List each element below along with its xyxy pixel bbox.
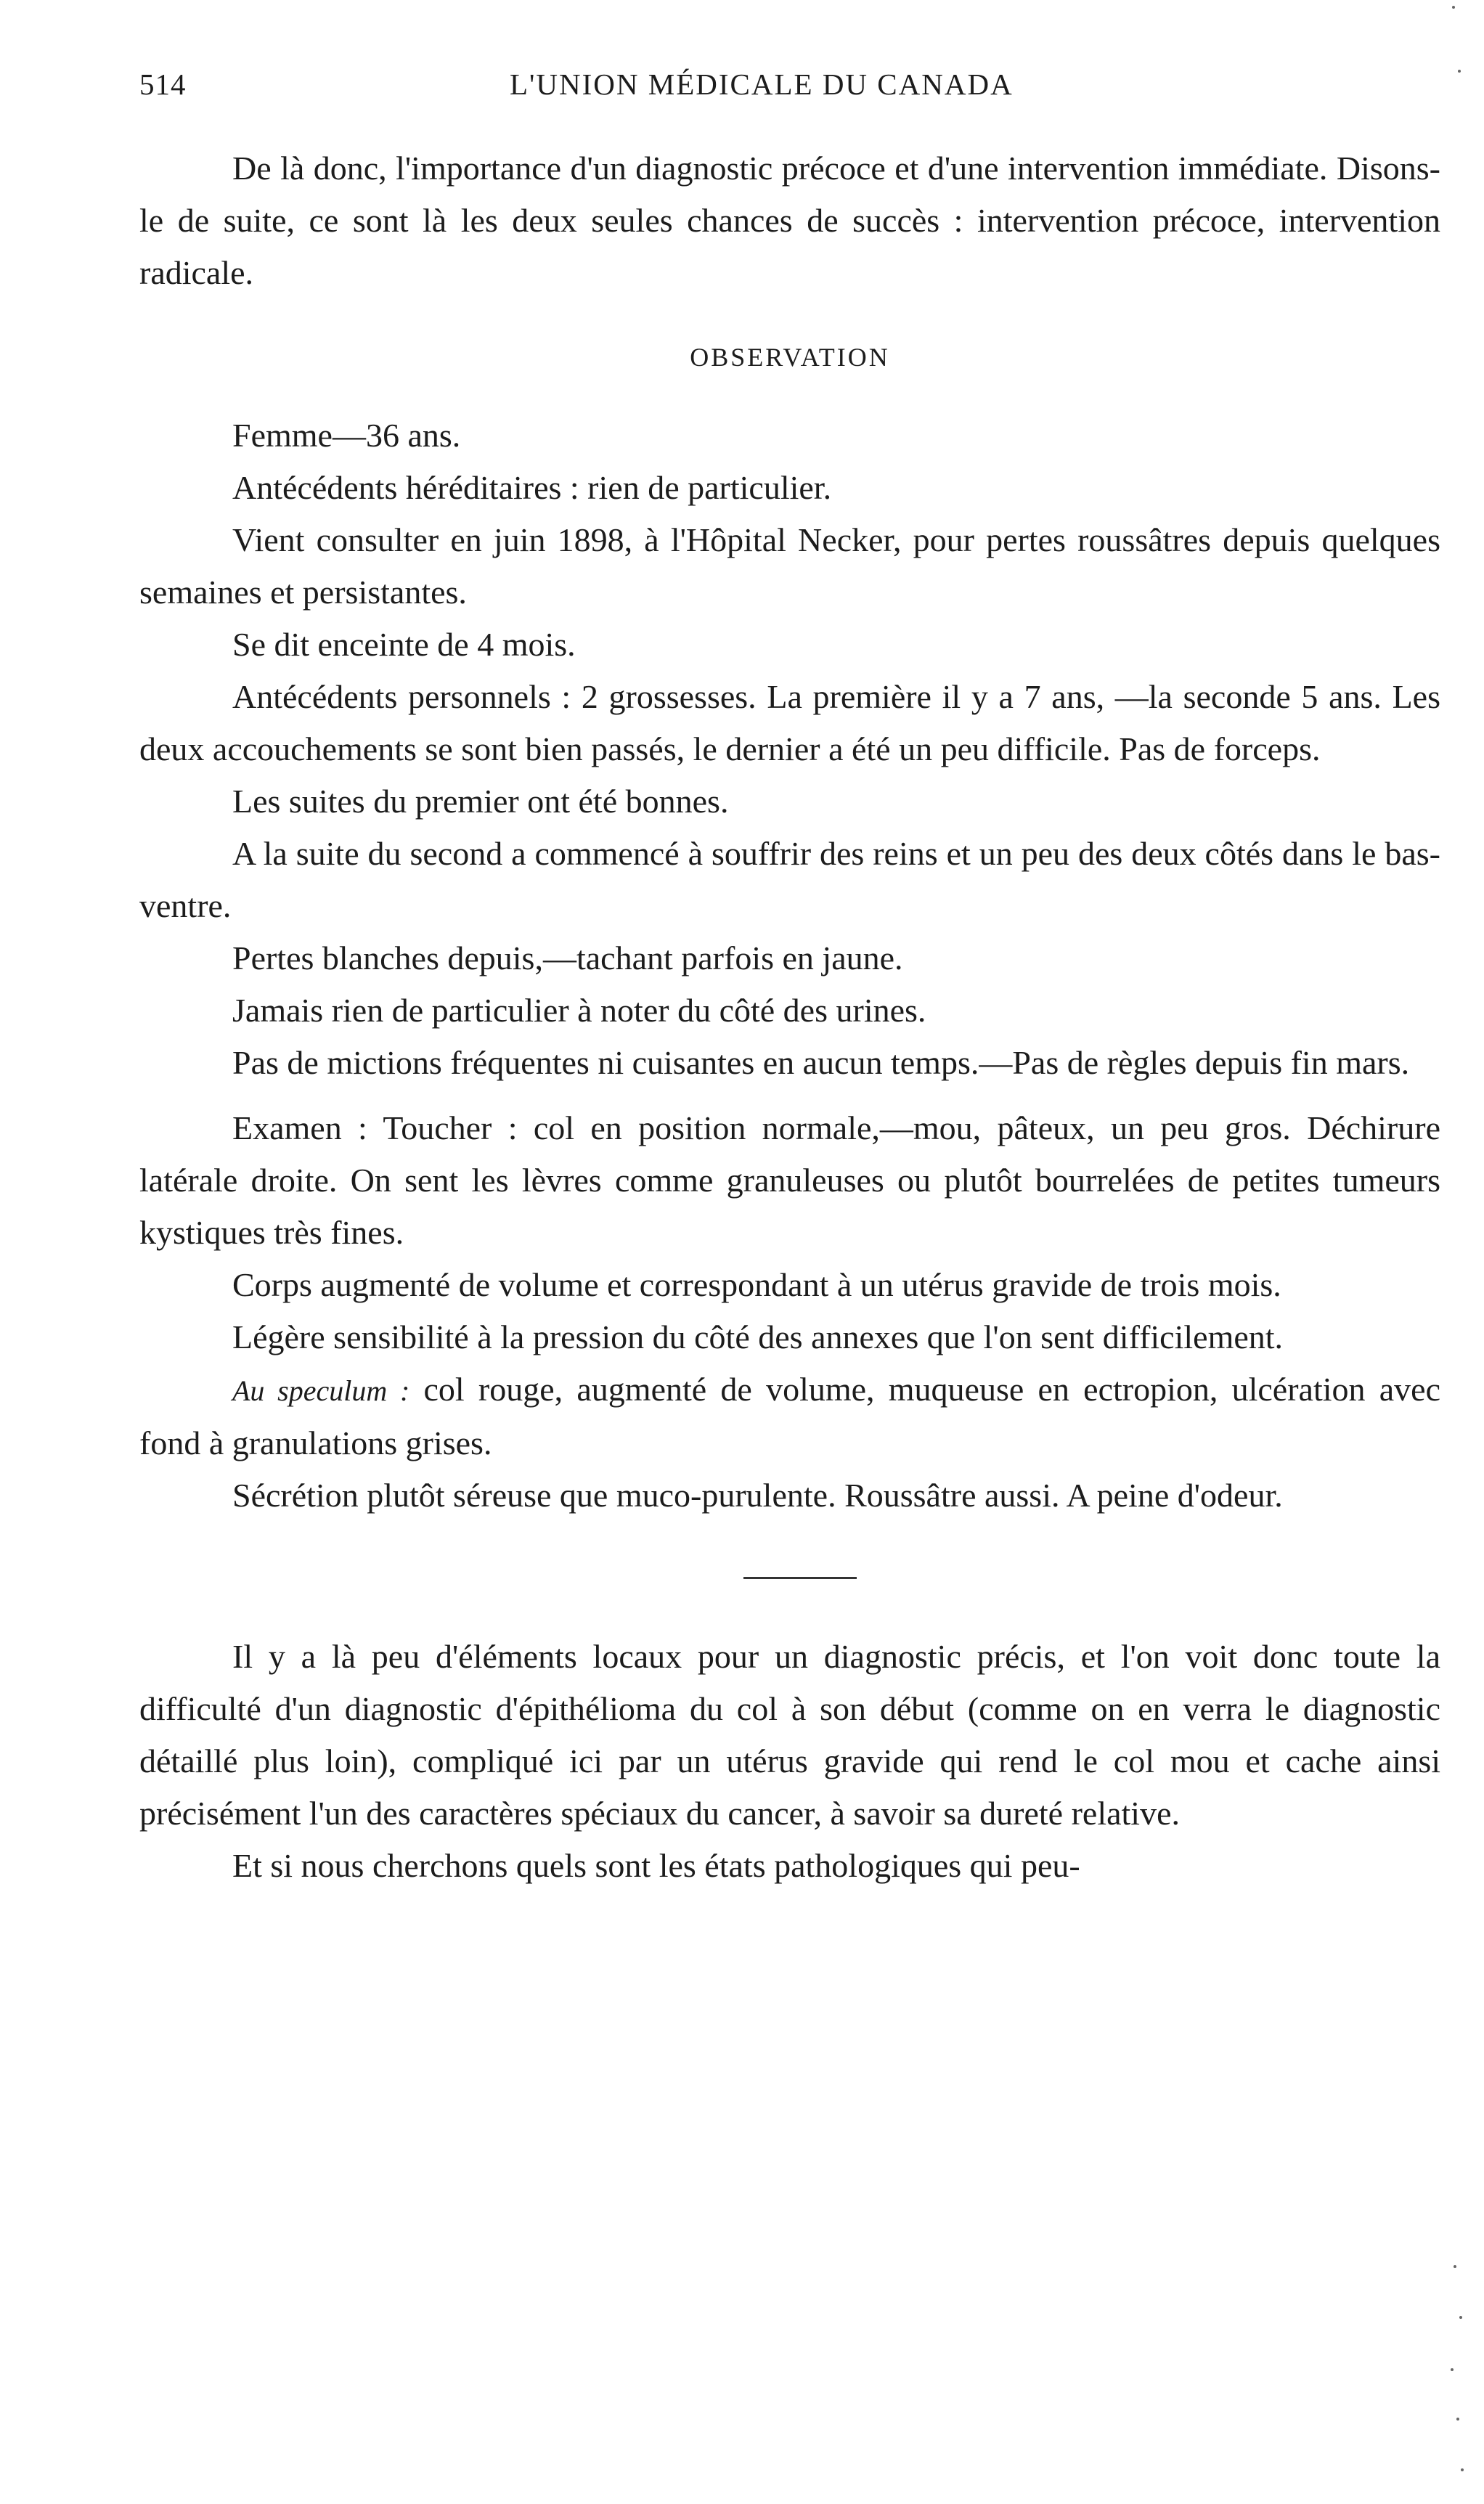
- paragraph: A la suite du second a commencé à souffrir des reins et un peu des deux côtés dans le bas-ventre.: [139, 835, 1440, 924]
- paragraph: Antécédents héréditaires : rien de particulier.: [232, 469, 832, 506]
- scan-margin-specks: [1445, 0, 1474, 2504]
- paragraph: De là donc, l'importance d'un diagnostic précoce et d'une intervention immédiate. Disons-le de suite, ce sont là les deux seules chances de succès : intervention précoce, intervention radicale.: [139, 150, 1440, 291]
- paragraph: Légère sensibilité à la pression du côté des annexes que l'on sent difficilement.: [232, 1318, 1284, 1355]
- paragraph: Vient consulter en juin 1898, à l'Hôpital Necker, pour pertes roussâtres depuis quelques semaines et persistantes.: [139, 521, 1440, 611]
- running-head: [139, 67, 1455, 110]
- body-text: [139, 142, 1440, 1892]
- paragraph: Et si nous cherchons quels sont les états pathologiques qui peu-: [232, 1847, 1080, 1884]
- paragraph: Jamais rien de particulier à noter du côté des urines.: [232, 992, 926, 1029]
- paragraph: Femme—36 ans.: [232, 417, 461, 454]
- paragraph: Pertes blanches depuis,—tachant parfois en jaune.: [232, 939, 903, 976]
- paragraph: Il y a là peu d'éléments locaux pour un diagnostic précis, et l'on voit donc toute la difficulté d'un diagnostic d'épithélioma du col à son début (comme on en verra le diagnostic détaillé plus loin), compliqué ici par un utérus gravide qui rend le col mou et cache ainsi précisément l'un des caractères spéciaux du cancer, à savoir sa dureté relative.: [139, 1638, 1440, 1832]
- section-heading: OBSERVATION: [690, 343, 890, 372]
- paragraph: Se dit enceinte de 4 mois.: [232, 626, 576, 663]
- paragraph: [139, 1363, 1440, 1469]
- paragraph: Examen : Toucher : col en position normale,—mou, pâteux, un peu gros. Déchirure latérale droite. On sent les lèvres comme granuleuses ou plutôt bourrelées de petites tumeurs kystiques très fines.: [139, 1109, 1440, 1251]
- speculum-label: Au speculum :: [232, 1374, 410, 1407]
- page-number: 514: [139, 68, 187, 101]
- journal-title: L'UNION MÉDICALE DU CANADA: [510, 68, 1014, 101]
- paragraph: Antécédents personnels : 2 grossesses. La première il y a 7 ans, —la seconde 5 ans. Les deux accouchements se sont bien passés, le dernier a été un peu difficile. Pas de forceps.: [139, 678, 1440, 767]
- paragraph: Pas de mictions fréquentes ni cuisantes en aucun temps.—Pas de règles depuis fin mars.: [232, 1044, 1410, 1081]
- paragraph: Les suites du premier ont été bonnes.: [232, 783, 729, 820]
- separator-area: [139, 1522, 1440, 1631]
- paragraph-text: col rouge, augmenté de volume, muqueuse en ectropion, ulcération avec fond à granulations grises.: [139, 1371, 1440, 1461]
- separator-rule: [743, 1577, 857, 1579]
- paragraph: Corps augmenté de volume et correspondant à un utérus gravide de trois mois.: [232, 1266, 1281, 1303]
- paragraph: Sécrétion plutôt séreuse que muco-purulente. Roussâtre aussi. A peine d'odeur.: [232, 1477, 1283, 1514]
